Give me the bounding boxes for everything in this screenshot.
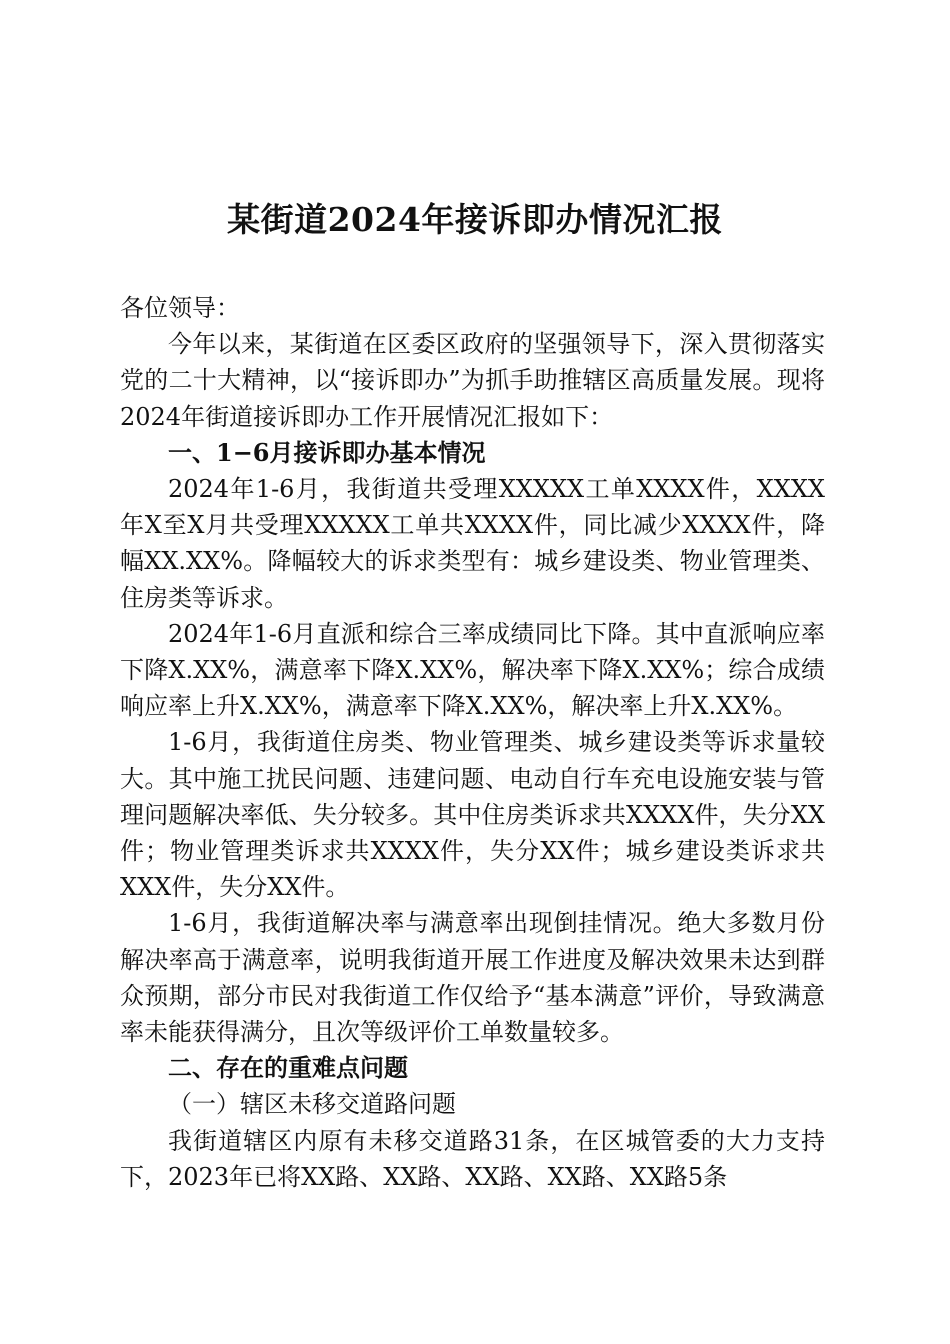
salutation: 各位领导： bbox=[120, 294, 240, 322]
document-body bbox=[120, 290, 825, 1195]
document-title: 某街道2024年接诉即办情况汇报 bbox=[227, 200, 723, 239]
subsection-heading-roads: （一）辖区未移交道路问题 bbox=[168, 1090, 456, 1119]
paragraph-untransferred-roads: 我街道辖区内原有未移交道路31条，在区城管委的大力支持下，2023年已将XX路、XX路、XX路、XX路、XX路5条 bbox=[120, 1126, 825, 1191]
paragraph-workorder-stats: 2024年1-6月，我街道共受理XXXXX工单XXXX件，XXXX年X至X月共受理XXXXX工单共XXXX件，同比减少XXXX件，降幅XX.XX%。降幅较大的诉求类型有：城乡建设类、物业管理类、住房类等诉求。 bbox=[120, 475, 825, 612]
section-heading-basic-situation: 一、1−6月接诉即办基本情况 bbox=[168, 437, 486, 467]
intro-paragraph: 今年以来，某街道在区委区政府的坚强领导下，深入贯彻落实党的二十大精神，以“接诉即办”为抓手助推辖区高质量发展。现将2024年街道接诉即办工作开展情况汇报如下： bbox=[120, 330, 825, 431]
paragraph-three-rates: 2024年1-6月直派和综合三率成绩同比下降。其中直派响应率下降X.XX%，满意率下降X.XX%，解决率下降X.XX%；综合成绩响应率上升X.XX%，满意率下降X.XX%，解决率上升X.XX%。 bbox=[120, 619, 825, 721]
paragraph-rate-inversion: 1-6月，我街道解决率与满意率出现倒挂情况。绝大多数月份解决率高于满意率，说明我街道开展工作进度及解决效果未达到群众预期，部分市民对我街道工作仅给予“基本满意”评价，导致满意率未能获得满分，且次等级评价工单数量较多。 bbox=[120, 909, 825, 1047]
section-heading-key-problems: 二、存在的重难点问题 bbox=[168, 1053, 408, 1083]
paragraph-demand-types: 1-6月，我街道住房类、物业管理类、城乡建设类等诉求量较大。其中施工扰民问题、违建问题、电动自行车充电设施安装与管理问题解决率低、失分较多。其中住房类诉求共XXXX件，失分XX件；物业管理类诉求共XXXX件，失分XX件；城乡建设类诉求共XXX件，失分XX件。 bbox=[120, 728, 825, 902]
